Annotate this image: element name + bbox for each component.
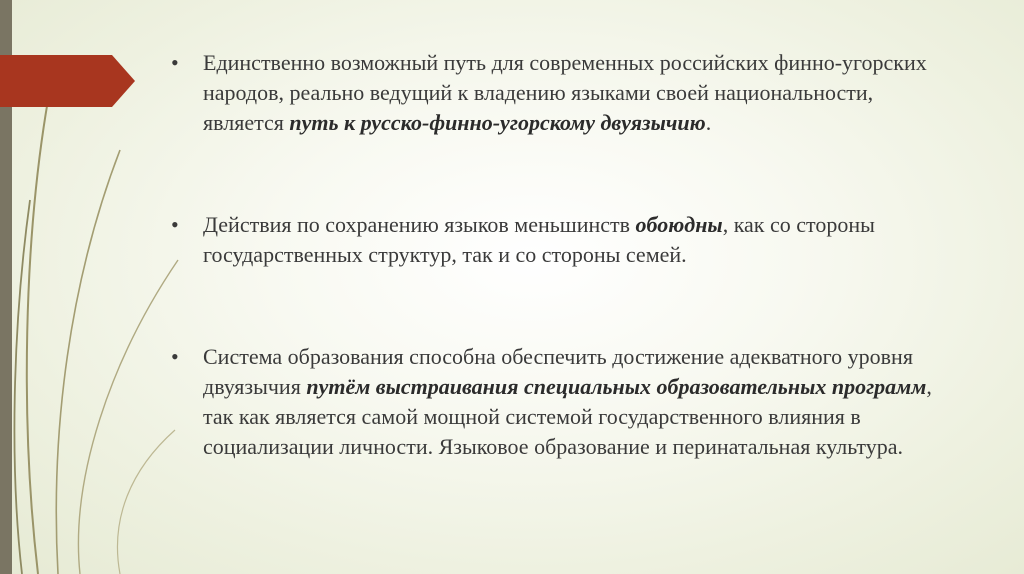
curve-2 [56,150,120,574]
bullet-1-emphasis: путь к русско-финно-угорскому двуязычию [289,110,706,135]
bullet-2-end: , как со стороны государственных структур, так и со стороны семей. [203,212,875,267]
bullet-dot: • [171,50,179,75]
bullet-2-text: Действия по сохранению языков меньшинств [203,212,636,237]
bullet-3-end: , так как является самой мощной системой государственного влияния в социализации личности. Языковое образование и перинатальная культура. [203,374,932,459]
bullet-3-emphasis: путём выстраивания специальных образовательных программ [306,374,927,399]
bullet-2-emphasis: обоюдны [635,212,723,237]
curve-5 [117,430,175,574]
bullet-3-text: Система образования способна обеспечить достижение адекватного уровня двуязычия [203,344,913,399]
bullet-1 [171,48,941,138]
bullet-3 [171,342,941,462]
bullet-1-text: Единственно возможный путь для современных российских финно-угорских народов, реально ведущий к владению языками своей национальности, является [203,50,927,135]
content-area [171,48,941,462]
curve-3 [78,260,178,574]
bullet-1-end: . [705,110,712,135]
accent-arrow-shape [0,55,135,107]
accent-arrow [0,55,140,115]
bullet-dot: • [171,344,179,369]
curve-1 [27,100,48,574]
bullet-dot: • [171,212,179,237]
bullet-2 [171,210,941,270]
